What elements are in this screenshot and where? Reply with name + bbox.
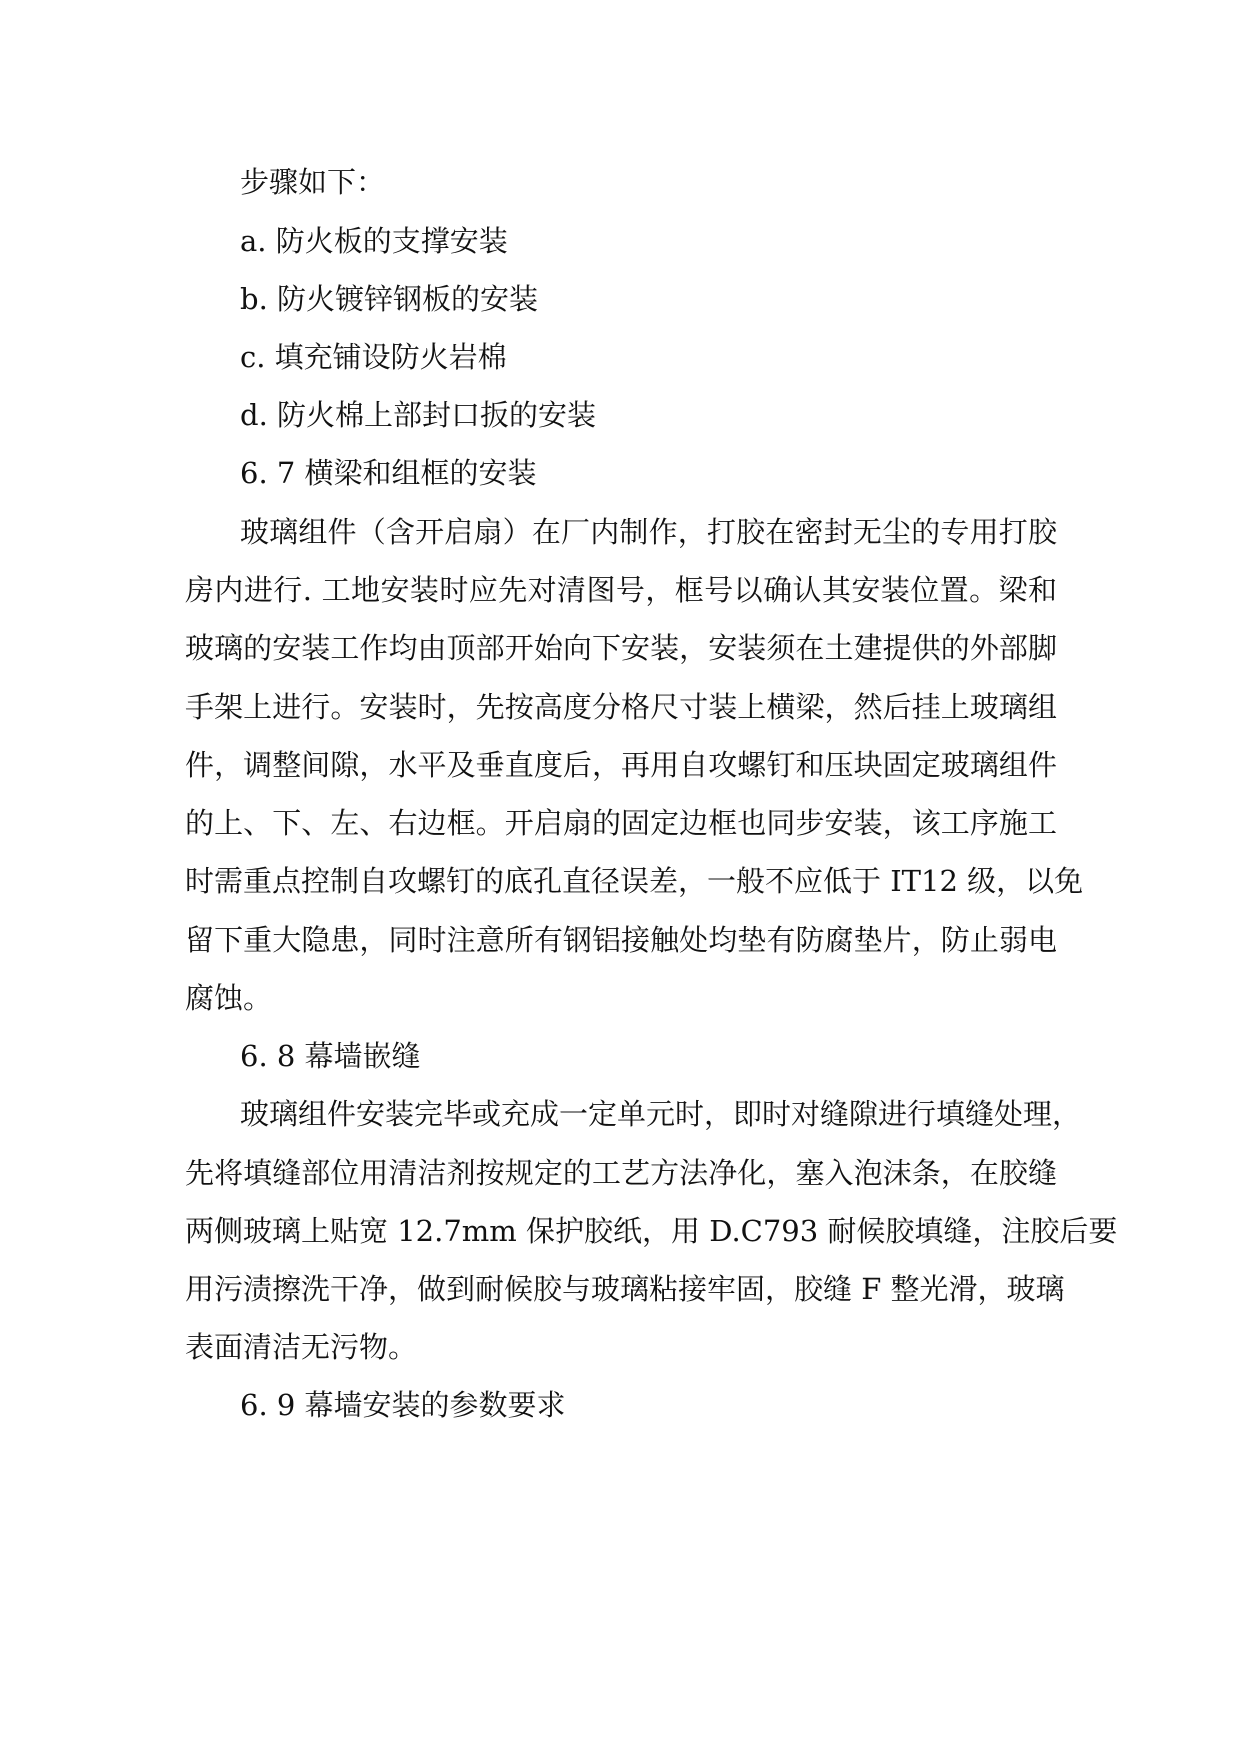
paragraph-6-7-line-1: 玻璃组件（含开启扇）在厂内制作，打胶在密封无尘的专用打胶 [240,515,1057,549]
section-heading-6-7: 6. 7 横梁和组框的安装 [240,456,537,490]
step-c: c. 填充铺设防火岩棉 [240,340,507,374]
paragraph-6-7-line-2: 房内进行. 工地安装时应先对清图号，框号以确认其安装位置。梁和 [185,573,1057,607]
section-heading-6-9: 6. 9 幕墙安装的参数要求 [240,1388,566,1422]
paragraph-6-7-line-9: 腐蚀。 [185,981,273,1015]
paragraph-6-8-line-1: 玻璃组件安装完毕或充成一定单元时，即时对缝隙进行填缝处理， [240,1097,1082,1131]
paragraph-6-7-line-4: 手架上进行。安装时，先按高度分格尺寸装上横梁，然后挂上玻璃组 [185,690,1057,724]
paragraph-6-7-line-5: 件，调整间隙，水平及垂直度后，再用自攻螺钉和压块固定玻璃组件 [185,748,1057,782]
step-d: d. 防火棉上部封口扳的安装 [240,398,597,432]
steps-intro: 步骤如下： [240,165,386,199]
section-heading-6-8: 6. 8 幕墙嵌缝 [240,1039,421,1073]
paragraph-6-7-line-6: 的上、下、左、右边框。开启扇的固定边框也同步安装，该工序施工 [185,806,1057,840]
step-b: b. 防火镀锌钢板的安装 [240,282,539,316]
paragraph-6-8-line-4: 用污渍擦洗干净，做到耐候胶与玻璃粘接牢固，胶缝 F 整光滑，玻璃 [185,1272,1065,1306]
paragraph-6-7-line-7: 时需重点控制自攻螺钉的底孔直径误差，一般不应低于 IT12 级，以免 [185,864,1084,898]
paragraph-6-7-line-3: 玻璃的安装工作均由顶部开始向下安装，安装须在土建提供的外部脚 [185,631,1057,665]
paragraph-6-8-line-3: 两侧玻璃上贴宽 12.7mm 保护胶纸，用 D.C793 耐候胶填缝，注胶后要 [185,1214,1118,1248]
paragraph-6-7-line-8: 留下重大隐患，同时注意所有钢铝接触处均垫有防腐垫片，防止弱电 [185,923,1057,957]
paragraph-6-8-line-5: 表面清洁无污物。 [185,1330,418,1364]
step-a: a. 防火板的支撑安装 [240,224,508,258]
paragraph-6-8-line-2: 先将填缝部位用清洁剂按规定的工艺方法净化，塞入泡沫条，在胶缝 [185,1156,1057,1190]
